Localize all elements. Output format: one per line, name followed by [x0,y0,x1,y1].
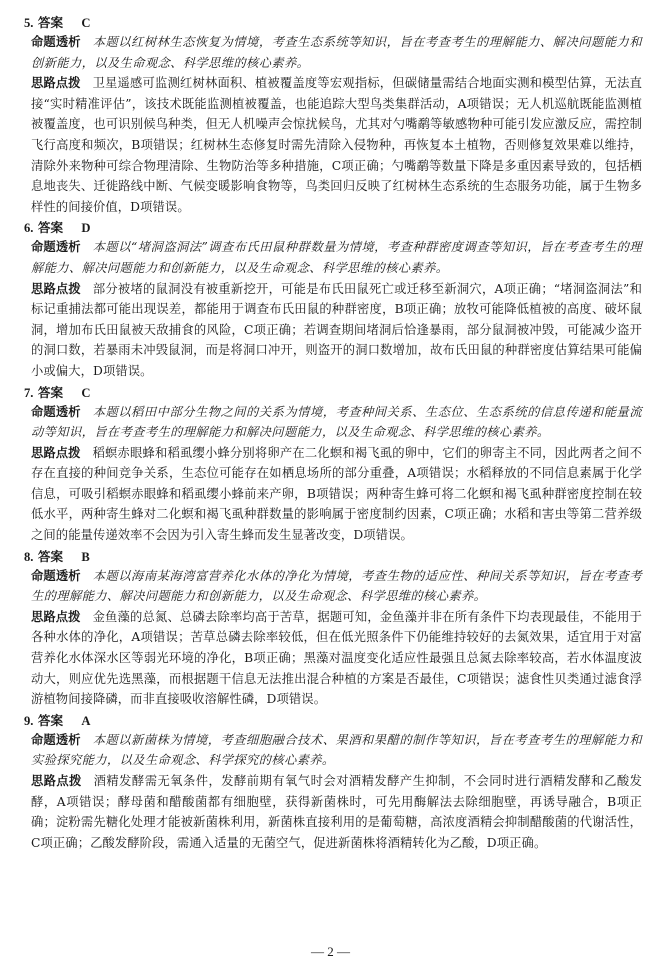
hint-text: 稻螟赤眼蜂和稻虱缨小蜂分别将卵产在二化螟和褐飞虱的卵中，它们的卵寄主不同，因此两者之间不存在直接的种间竞争关系，生态位可能存在如栖息场所的部分重叠，A项错误；水稻释放的不同信息素属于化学信息，可吸引稻螟赤眼蜂和稻虱缨小蜂前来产卵，B项错误；两种寄生蜂可将二化螟和褐飞虱种群密度控制在较低水平，两种寄生蜂对二化螟和褐飞虱种群数量的影响属于密度制约因素，C项正确；水稻和害虫等第二营养级之间的能量传递效率不会因为引入寄生蜂而发生显著改变，D项错误。 [31,445,642,543]
answer-value: A [81,713,91,728]
question-number: 8. [24,549,34,564]
answer-value: B [81,549,90,564]
answer-line [24,14,642,32]
analysis-paragraph [24,566,642,607]
question-number: 6. [24,221,34,236]
answer-line [24,384,642,402]
answer-value: D [81,221,91,236]
analysis-text: 本题以红树林生态恢复为情境，考查生态系统等知识，旨在考查考生的理解能力、解决问题能力和创新能力，以及生命观念、科学思维的核心素养。 [31,35,642,70]
question-number: 5. [24,16,34,30]
hint-text: 酒精发酵需无氧条件，发酵前期有氧气时会对酒精发酵产生抑制，不会同时进行酒精发酵和乙酸发酵，A项错误；酵母菌和醋酸菌都有细胞壁，获得新菌株时，可先用酶解法去除细胞壁，再诱导融合，B项正确；淀粉需先糖化处理才能被新菌株利用，新菌株直接利用的是葡萄糖，高浓度酒精会抑制醋酸菌的代谢活性，C项正确；乙酸发酵阶段，需通入适量的无菌空气，促进新菌株将酒精转化为乙酸，D项正确。 [31,774,642,850]
answer-label: 答案 [37,15,64,30]
answer-content [24,12,642,853]
hint-tag: 思路点拨 [31,281,81,296]
hint-tag: 思路点拨 [31,609,81,624]
question-6 [24,219,642,381]
question-number: 9. [24,713,34,728]
hint-paragraph [24,607,642,710]
hint-text: 部分被堵的鼠洞没有被重新挖开，可能是布氏田鼠死亡或迁移至新洞穴，A项正确；“堵洞盗洞法”和标记重捕法都可能出现误差，都能用于调查布氏田鼠的种群密度，B项正确；放牧可能降低植被的高度、破坏鼠洞，增加布氏田鼠被天敌捕食的风险，C项正确；若调查期间堵洞后恰逢暴雨，部分鼠洞被冲毁，可能减少盗开的洞口数，若暴雨未冲毁鼠洞，而是将洞口冲开，则盗开的洞口数增加，故布氏田鼠的种群密度估算结果可能偏小或偏大，D项错误。 [31,281,642,378]
analysis-paragraph [24,32,642,73]
answer-label: 答案 [37,220,64,236]
hint-tag: 思路点拨 [31,774,82,788]
analysis-text: 本题以海南某海湾富营养化水体的净化为情境，考查生物的适应性、种间关系等知识，旨在考查考生的理解能力、解决问题能力和创新能力，以及生命观念、科学思维的核心素养。 [31,568,642,604]
analysis-tag: 命题透析 [31,568,81,583]
question-8 [24,548,642,710]
answer-line [24,219,642,237]
analysis-text: 本题以稻田中部分生物之间的关系为情境，考查种间关系、生态位、生态系统的信息传递和能量流动等知识，旨在考查考生的理解能力和解决问题能力，以及生命观念、科学思维的核心素养。 [31,404,642,440]
answer-line [24,548,642,566]
hint-paragraph [24,771,642,853]
analysis-tag: 命题透析 [31,732,81,747]
hint-paragraph [24,73,642,217]
answer-label: 答案 [37,384,64,400]
analysis-tag: 命题透析 [31,404,81,419]
analysis-paragraph [24,402,642,443]
answer-value: C [81,16,91,30]
analysis-text: 本题以新菌株为情境，考查细胞融合技术、果酒和果醋的制作等知识，旨在考查考生的理解能力和实验探究能力，以及生命观念、科学探究的核心素养。 [31,732,642,768]
analysis-tag: 命题透析 [31,240,81,255]
answer-label: 答案 [37,712,64,728]
analysis-tag: 命题透析 [31,35,81,49]
question-9 [24,712,642,854]
answer-label: 答案 [37,548,64,564]
question-number: 7. [24,385,34,400]
hint-tag: 思路点拨 [31,76,81,91]
answer-value: C [81,385,91,400]
analysis-paragraph [24,730,642,771]
hint-paragraph [24,443,642,546]
hint-paragraph [24,279,642,382]
page-number: — 2 — [311,944,350,959]
analysis-text: 本题以“堵洞盗洞法”调查布氏田鼠种群数量为情境，考查种群密度调查等知识，旨在考查考生的理解能力、解决问题能力和创新能力，以及生命观念、科学思维的核心素养。 [31,240,642,275]
question-7 [24,384,642,546]
hint-text: 金鱼藻的总氮、总磷去除率均高于苦草，据题可知，金鱼藻并非在所有条件下均表现最佳，不能用于各种水体的净化，A项错误；苦草总磷去除率较低，但在低光照条件下仍能维持较好的去氮效果，适宜用于对富营养化水体深水区等弱光环境的净化，B项正确；黑藻对温度变化适应性最强且总氮去除率较高，若水体温度波动大，则应优先选黑藻，而根据题干信息无法推出混合种植的方案是否最佳，C项错误；滤食性贝类通过滤食浮游植物间接降磷，而非直接吸收溶解性磷，D项错误。 [31,609,642,707]
hint-tag: 思路点拨 [31,445,81,460]
hint-text: 卫星遥感可监测红树林面积、植被覆盖度等宏观指标，但碳储量需结合地面实测和模型估算，无法直接“实时精准评估”，该技术既能监测植被覆盖，也能追踪大型鸟类集群活动，A项错误；无人机巡航既能监测植被覆盖度，也可识别候鸟种类，但无人机噪声会惊扰候鸟，尤其对勺嘴鹬等敏感物种可能引发应激反应，需控制飞行高度和频次，B项错误；红树林生态修复时需先清除入侵物种，再恢复本土植物，否则修复效果难以维持，清除外来物种可综合物理清除、生物防治等多种措施，C项正确；勺嘴鹬等数量下降是多重因素导致的，包括栖息地丧失、迁徙路线中断、气候变暖影响食物等，鸟类回归反映了红树林生态系统的生态服务功能，属于生物多样性的间接价值，D项错误。 [31,76,642,214]
question-5 [24,14,642,217]
answer-line [24,712,642,730]
analysis-paragraph [24,237,642,278]
